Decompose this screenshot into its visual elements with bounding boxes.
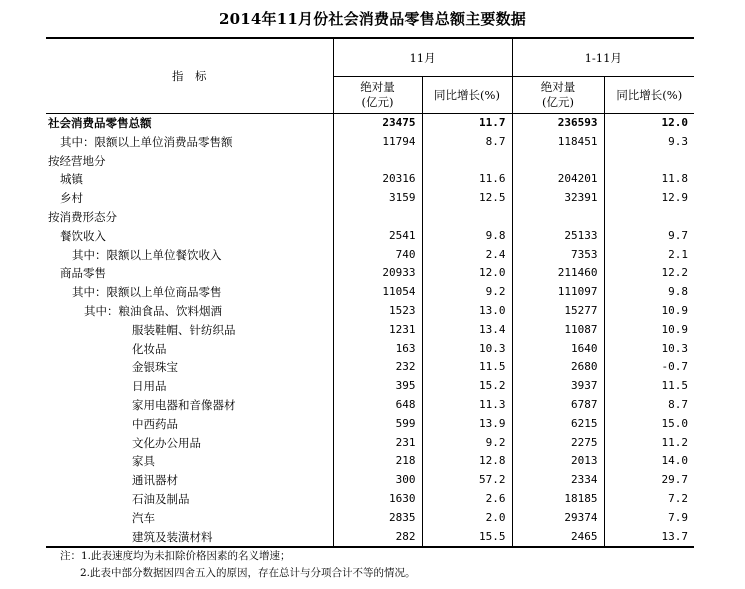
growth-jan-nov: 12.0 — [604, 114, 694, 133]
growth-jan-nov: 9.7 — [604, 227, 694, 246]
growth-jan-nov: 11.8 — [604, 170, 694, 189]
value-jan-nov: 2680 — [512, 358, 604, 377]
row-label: 服装鞋帽、针纺织品 — [132, 322, 236, 337]
table-row — [46, 246, 694, 265]
growth-nov: 2.0 — [422, 509, 512, 528]
value-nov: 1231 — [333, 321, 422, 340]
growth-jan-nov: 7.9 — [604, 509, 694, 528]
value-jan-nov: 111097 — [512, 283, 604, 302]
value-nov: 2541 — [333, 227, 422, 246]
value-jan-nov: 211460 — [512, 264, 604, 283]
table-row — [46, 283, 694, 302]
value-nov: 20933 — [333, 264, 422, 283]
value-nov: 740 — [333, 246, 422, 265]
growth-jan-nov: 10.3 — [604, 340, 694, 359]
row-label: 家具 — [132, 454, 155, 469]
table-row — [46, 471, 694, 490]
value-jan-nov: 6787 — [512, 396, 604, 415]
value-jan-nov: 11087 — [512, 321, 604, 340]
row-label: 城镇 — [60, 172, 83, 187]
value-jan-nov: 15277 — [512, 302, 604, 321]
growth-nov: 9.2 — [422, 283, 512, 302]
growth-jan-nov — [604, 152, 694, 171]
table-row — [46, 114, 694, 133]
growth-header-1: 同比增长(%) — [422, 77, 512, 114]
table-row — [46, 528, 694, 548]
period-header-november: 11月 — [333, 38, 512, 77]
growth-nov: 2.4 — [422, 246, 512, 265]
growth-header-2: 同比增长(%) — [604, 77, 694, 114]
table-row — [46, 340, 694, 359]
value-nov: 11794 — [333, 133, 422, 152]
unit-label-1: (亿元) — [361, 95, 394, 109]
value-nov — [333, 152, 422, 171]
value-nov: 163 — [333, 340, 422, 359]
absolute-header-2 — [512, 77, 604, 114]
row-label: 社会消费品零售总额 — [48, 116, 152, 130]
growth-jan-nov: 9.3 — [604, 133, 694, 152]
growth-nov: 10.3 — [422, 340, 512, 359]
value-nov: 599 — [333, 415, 422, 434]
value-nov: 218 — [333, 452, 422, 471]
row-label: 其中：粮油食品、饮料烟酒 — [84, 303, 222, 318]
value-nov: 1523 — [333, 302, 422, 321]
value-nov: 395 — [333, 377, 422, 396]
table-row — [46, 133, 694, 152]
table-row — [46, 377, 694, 396]
value-jan-nov: 29374 — [512, 509, 604, 528]
growth-jan-nov: 13.7 — [604, 528, 694, 548]
row-label: 日用品 — [132, 379, 167, 394]
value-nov: 11054 — [333, 283, 422, 302]
value-jan-nov: 236593 — [512, 114, 604, 133]
row-label: 其中：限额以上单位消费品零售额 — [60, 134, 233, 149]
value-nov: 2835 — [333, 509, 422, 528]
table-row — [46, 396, 694, 415]
growth-nov: 13.0 — [422, 302, 512, 321]
table-body — [46, 114, 694, 548]
indicator-header: 指 标 — [46, 38, 333, 114]
value-nov: 282 — [333, 528, 422, 548]
growth-nov: 11.6 — [422, 170, 512, 189]
value-jan-nov — [512, 208, 604, 227]
value-nov — [333, 208, 422, 227]
growth-jan-nov: 12.9 — [604, 189, 694, 208]
growth-nov: 8.7 — [422, 133, 512, 152]
table-row — [46, 434, 694, 453]
row-label: 建筑及装潢材料 — [46, 528, 333, 548]
value-jan-nov: 7353 — [512, 246, 604, 265]
value-nov: 3159 — [333, 189, 422, 208]
growth-jan-nov: 2.1 — [604, 246, 694, 265]
table-row — [46, 152, 694, 171]
growth-nov: 15.5 — [422, 528, 512, 548]
value-jan-nov: 25133 — [512, 227, 604, 246]
table-row — [46, 490, 694, 509]
value-jan-nov: 6215 — [512, 415, 604, 434]
absolute-label-2: 绝对量 — [540, 80, 576, 94]
growth-nov: 12.0 — [422, 264, 512, 283]
table-row — [46, 509, 694, 528]
growth-nov — [422, 208, 512, 227]
growth-jan-nov: 9.8 — [604, 283, 694, 302]
note-1: 注：1.此表速度均为未扣除价格因素的名义增速； — [60, 550, 291, 562]
growth-nov: 13.4 — [422, 321, 512, 340]
unit-label-2: (亿元) — [542, 95, 574, 109]
value-nov: 20316 — [333, 170, 422, 189]
absolute-label-1: 绝对量 — [360, 80, 395, 94]
retail-sales-table — [46, 37, 694, 548]
growth-nov: 9.8 — [422, 227, 512, 246]
value-jan-nov: 2013 — [512, 452, 604, 471]
row-label: 其中：限额以上单位餐饮收入 — [72, 247, 222, 262]
absolute-header-1 — [333, 77, 422, 114]
period-header-jan-nov: 1-11月 — [512, 38, 694, 77]
growth-jan-nov: 11.5 — [604, 377, 694, 396]
row-label: 乡村 — [60, 191, 83, 206]
growth-jan-nov: 15.0 — [604, 415, 694, 434]
value-jan-nov: 3937 — [512, 377, 604, 396]
table-row — [46, 452, 694, 471]
row-label: 化妆品 — [132, 341, 167, 356]
row-label: 通讯器材 — [132, 473, 178, 488]
page-title: 2014年11月份社会消费品零售总额主要数据 — [218, 10, 527, 28]
growth-nov: 15.2 — [422, 377, 512, 396]
table-row — [46, 170, 694, 189]
row-label: 石油及制品 — [132, 491, 190, 506]
value-nov: 23475 — [333, 114, 422, 133]
notes — [60, 548, 416, 582]
growth-nov: 12.8 — [422, 452, 512, 471]
value-jan-nov: 32391 — [512, 189, 604, 208]
growth-nov: 9.2 — [422, 434, 512, 453]
growth-nov — [422, 152, 512, 171]
growth-nov: 57.2 — [422, 471, 512, 490]
growth-nov: 11.7 — [422, 114, 512, 133]
growth-jan-nov: 7.2 — [604, 490, 694, 509]
growth-jan-nov: 10.9 — [604, 302, 694, 321]
value-jan-nov: 2275 — [512, 434, 604, 453]
row-label: 中西药品 — [132, 416, 178, 431]
table-row — [46, 358, 694, 377]
growth-nov: 13.9 — [422, 415, 512, 434]
growth-jan-nov: 8.7 — [604, 396, 694, 415]
table-row — [46, 415, 694, 434]
growth-nov: 11.5 — [422, 358, 512, 377]
row-label: 其中：限额以上单位商品零售 — [72, 285, 222, 300]
value-nov: 232 — [333, 358, 422, 377]
table-row — [46, 264, 694, 283]
row-label: 餐饮收入 — [60, 228, 106, 243]
row-label: 文化办公用品 — [132, 435, 201, 450]
value-jan-nov: 1640 — [512, 340, 604, 359]
value-jan-nov: 2465 — [512, 528, 604, 548]
table-row — [46, 189, 694, 208]
value-nov: 300 — [333, 471, 422, 490]
growth-jan-nov: 10.9 — [604, 321, 694, 340]
row-label: 商品零售 — [60, 266, 106, 281]
row-label: 按消费形态分 — [48, 209, 117, 224]
value-jan-nov: 18185 — [512, 490, 604, 509]
value-nov: 231 — [333, 434, 422, 453]
value-jan-nov: 204201 — [512, 170, 604, 189]
growth-nov: 11.3 — [422, 396, 512, 415]
row-label: 家用电器和音像器材 — [132, 397, 236, 412]
table-row — [46, 321, 694, 340]
row-label: 汽车 — [132, 510, 155, 525]
table-row — [46, 208, 694, 227]
growth-jan-nov: 11.2 — [604, 434, 694, 453]
row-label: 金银珠宝 — [132, 360, 178, 375]
row-label: 按经营地分 — [48, 153, 106, 168]
note-2: 2.此表中部分数据因四舍五入的原因，存在总计与分项合计不等的情况。 — [80, 567, 416, 579]
table-row — [46, 302, 694, 321]
growth-nov: 12.5 — [422, 189, 512, 208]
value-jan-nov: 118451 — [512, 133, 604, 152]
growth-jan-nov: 12.2 — [604, 264, 694, 283]
growth-jan-nov: 14.0 — [604, 452, 694, 471]
value-nov: 648 — [333, 396, 422, 415]
growth-jan-nov — [604, 208, 694, 227]
table-row — [46, 227, 694, 246]
value-jan-nov: 2334 — [512, 471, 604, 490]
growth-nov: 2.6 — [422, 490, 512, 509]
growth-jan-nov: -0.7 — [604, 358, 694, 377]
growth-jan-nov: 29.7 — [604, 471, 694, 490]
value-jan-nov — [512, 152, 604, 171]
value-nov: 1630 — [333, 490, 422, 509]
